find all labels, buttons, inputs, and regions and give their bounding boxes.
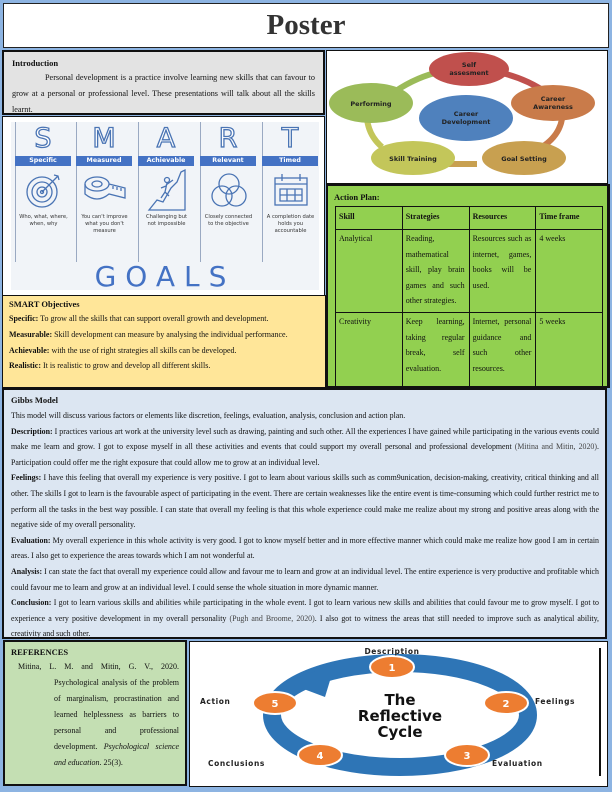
goals-word: GOALS	[94, 260, 236, 293]
smart-column-timed	[262, 122, 318, 262]
smart-column-relevant	[200, 122, 256, 262]
table-cell: 5 weeks	[536, 313, 603, 387]
career-cycle-graphic	[327, 51, 606, 182]
introduction-text: Personal development is a practice involve learning new skills that can favour to grow at a personal or professional level. These presentations will talk about all the skills learnt.	[12, 73, 315, 114]
svg-text:Conclusions: Conclusions	[208, 759, 265, 768]
reflective-cycle-graphic	[190, 642, 600, 785]
svg-text:Awareness: Awareness	[533, 103, 573, 111]
poster-title: Poster	[266, 9, 346, 41]
gibbs-text: I have this feeling that overall my experience is very positive. I got to learn about various skills such as comm9unication, decision-making, creativity, critical thinking and all other. The skills I got to learn is the favourable aspect of participating in the event. There are certain weaknesses like the entire event is time-consuming which could further restrict me to perform all the tasks in the best way possible. I can state that overall my feeling is that this whole experience could make me realize about my strong and positive areas along with the negative side of my overall personality.	[11, 473, 599, 530]
venn-diagram-icon	[201, 166, 256, 214]
gibbs-label: Feelings	[11, 473, 39, 483]
column-header: Resources	[469, 207, 536, 230]
gibbs-evaluation	[11, 533, 599, 564]
smart-objectives-section	[2, 295, 326, 388]
smart-desc: Challenging but not impossible	[145, 214, 188, 227]
svg-text:1: 1	[388, 663, 396, 674]
references-heading: REFERENCES	[11, 647, 69, 657]
objective-measurable	[9, 327, 319, 343]
objective-label: Achievable:	[9, 345, 50, 355]
smart-tag: Measured	[76, 156, 132, 166]
citation: (Pugh and Broome, 2020)	[229, 613, 315, 623]
smart-tag: Relevant	[200, 156, 256, 166]
objective-text: with the use of right strategies all skills can be developed.	[49, 345, 237, 355]
svg-text:Reflective: Reflective	[357, 707, 443, 725]
smart-letter: R	[218, 123, 238, 154]
svg-text:Action: Action	[200, 697, 231, 706]
svg-text:Description: Description	[364, 647, 420, 656]
smart-letter: M	[92, 123, 116, 154]
table-cell: Internet, personal guidance and such other resources.	[469, 313, 536, 387]
svg-text:Cycle: Cycle	[377, 723, 423, 741]
gibbs-sep: :	[48, 598, 52, 608]
climber-icon	[139, 166, 194, 214]
reference-item	[11, 659, 179, 771]
gibbs-model-section	[2, 388, 607, 639]
svg-text:Performing: Performing	[350, 100, 392, 108]
svg-text:2: 2	[502, 699, 510, 710]
table-header-row	[336, 207, 603, 230]
gibbs-label: Description	[11, 426, 51, 436]
smart-desc: Closely connected to the objective	[204, 214, 253, 227]
smart-letter: S	[34, 123, 52, 154]
smart-column-measured	[76, 122, 132, 262]
svg-text:Career: Career	[453, 110, 479, 118]
column-header: Strategies	[402, 207, 469, 230]
gibbs-text: My overall experience in this whole activity is very good. I got to know myself better and in more effective manner which could make me realize how good I am in certain areas. I also get to experience the areas towards which I am not wonderful at.	[11, 535, 599, 561]
poster-title-box	[3, 3, 609, 48]
references-section	[3, 640, 187, 786]
smart-column-achievable	[138, 122, 194, 262]
reference-text: Mitina, L. M. and Mitin, G. V., 2020. Psychological analysis of the problem of marginalism, procrastination and learned helplessness as barriers to personal and professional development.	[18, 662, 179, 751]
smart-letter: T	[281, 123, 299, 154]
svg-text:The: The	[384, 691, 416, 709]
table-cell: Reading, mathematical skill, play brain games and such other strategies.	[402, 230, 469, 313]
table-row	[336, 313, 603, 387]
gibbs-text: . Participation could offer me the right exposure that could allow me to grow at an individual level.	[11, 442, 599, 467]
objective-label: Specific:	[9, 314, 39, 323]
gibbs-sep: :	[39, 566, 43, 576]
target-icon	[16, 166, 71, 214]
svg-text:Goal Setting: Goal Setting	[501, 155, 547, 163]
action-plan-section	[326, 184, 610, 388]
gibbs-label: Analysis	[11, 566, 40, 576]
smart-column-specific	[15, 122, 71, 262]
gibbs-conclusion	[11, 595, 599, 642]
column-header: Time frame	[536, 207, 603, 230]
gibbs-intro: This model will discuss various factors or elements like discretion, feelings, evaluation, analysis, conclusion and action plan.	[11, 411, 406, 420]
tape-measure-icon	[77, 166, 132, 214]
introduction-section	[2, 50, 325, 115]
gibbs-label: Evaluation	[11, 535, 48, 545]
smart-letter: A	[156, 123, 176, 154]
table-cell: Keep learning, taking regular break, self evaluation.	[402, 313, 469, 387]
calendar-icon	[263, 166, 318, 214]
reference-suffix: . 25(3).	[99, 758, 123, 767]
objective-label: Realistic:	[9, 361, 41, 371]
gibbs-label: Conclusion	[11, 598, 49, 608]
gibbs-sep: :	[50, 426, 53, 436]
smart-tag: Achievable	[138, 156, 194, 166]
table-cell: 4 weeks	[536, 230, 603, 313]
smart-tag: Specific	[15, 156, 71, 166]
smart-goals-image	[2, 116, 325, 296]
gibbs-heading: Gibbs Model	[11, 395, 58, 405]
svg-text:3: 3	[463, 751, 471, 762]
career-development-diagram	[326, 50, 608, 184]
svg-text:Career: Career	[540, 95, 566, 103]
objective-label: Measurable:	[9, 329, 53, 339]
citation: (Mitina and Mitin, 2020)	[514, 442, 597, 452]
objective-text: Skill development can measure by analysing the individual performance.	[52, 329, 288, 339]
table-cell: Creativity	[336, 313, 403, 387]
divider-line	[599, 648, 601, 776]
svg-text:4: 4	[316, 751, 324, 762]
smart-desc: You can't improve what you don't measure	[81, 214, 128, 234]
svg-text:Evaluation: Evaluation	[492, 759, 543, 768]
smart-objectives-heading: SMART Objectives	[9, 299, 80, 309]
gibbs-text: . I also got to witness the areas that still needed to improve such as analytical ability, creativity and such other.	[11, 613, 600, 639]
smart-tag: Timed	[262, 156, 318, 166]
gibbs-description	[11, 424, 599, 471]
reference-journal: Psychological science and education	[54, 742, 179, 767]
column-header: Skill	[336, 207, 403, 230]
svg-text:Feelings: Feelings	[535, 697, 576, 706]
gibbs-sep: :	[38, 473, 42, 483]
action-plan-table	[335, 206, 603, 387]
gibbs-sep: :	[47, 535, 51, 545]
svg-text:Skill Training: Skill Training	[389, 155, 437, 163]
reflective-cycle-diagram	[189, 641, 608, 787]
table-cell: Analytical	[336, 230, 403, 313]
gibbs-text: I practices various art work at the university level such as drawing, painting and such other. All the experiences I have gained while participating in the various events could make me learn and grow. I got to expose myself in all these activities and events that could support my overall personal and professional development	[11, 426, 599, 452]
table-cell: Resources such as internet, games, books will be used.	[469, 230, 536, 313]
objective-text: To grow all the skills that can support overall growth and development.	[38, 314, 269, 323]
gibbs-analysis	[11, 564, 599, 595]
gibbs-text: I got to learn various skills and abilities while participating in the whole event. I got to learn various new skills and abilities that could favour me to grow myself. I got to experience a very positive development in my overall personality	[11, 598, 599, 623]
objective-realistic	[9, 358, 319, 374]
smart-desc: Who, what, where, when, why	[19, 214, 68, 227]
gibbs-text: I can state the fact that overall my experience could allow and favour me to learn and grow at an individual level. The entire experience is very productive and profitable which could favour me to learn and grow at an individual level. I could sense the whole situation in more dynamic manner.	[11, 566, 599, 592]
smart-desc: A completion date holds you accountable	[266, 214, 315, 234]
objective-text: It is realistic to grow and develop all different skills.	[41, 361, 211, 371]
gibbs-feelings	[11, 470, 599, 532]
svg-text:assesment: assesment	[449, 69, 489, 77]
svg-text:Development: Development	[441, 118, 491, 126]
svg-text:5: 5	[271, 699, 279, 710]
table-row	[336, 230, 603, 313]
introduction-heading: Introduction	[12, 58, 59, 68]
objective-specific	[9, 311, 319, 327]
action-plan-heading: Action Plan:	[334, 192, 380, 202]
svg-text:Self: Self	[461, 61, 477, 69]
objective-achievable	[9, 343, 319, 359]
